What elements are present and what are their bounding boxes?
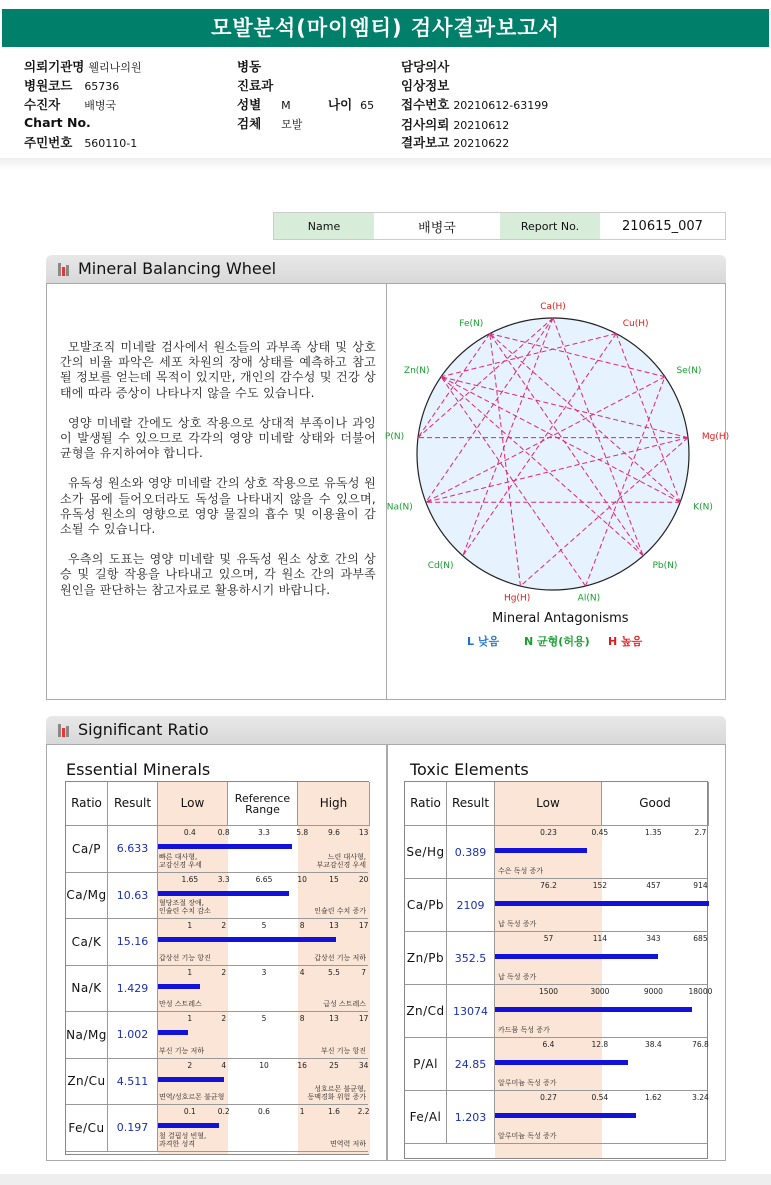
tick-label: 5 — [261, 921, 267, 930]
report-title: 모발분석(마이엠티) 검사결과보고서 — [2, 9, 769, 47]
info-label: 임상정보 — [401, 78, 450, 93]
note-high: 면역력 저하 — [329, 1139, 366, 1148]
info-value: 모발 — [281, 118, 303, 131]
tick-label: 0.27 — [540, 1093, 557, 1102]
tick-label: 8 — [299, 1014, 305, 1023]
info-label: 검사의뢰 — [401, 117, 450, 132]
ratio-cell: Na/K — [66, 966, 108, 1012]
ratio-cell: Ca/P — [66, 826, 108, 872]
result-cell: 0.389 — [447, 826, 495, 878]
ratio-cell: Fe/Cu — [66, 1105, 108, 1151]
info-value: 배병국 — [84, 99, 117, 112]
tick-label: 0.45 — [591, 828, 609, 837]
info-field — [24, 115, 103, 130]
info-value: 웰리나의원 — [88, 61, 142, 74]
result-cell: 1.002 — [108, 1012, 158, 1058]
tick-label: 7 — [361, 967, 367, 977]
wheel-node-label: Hg(H) — [503, 593, 531, 604]
table-row — [66, 826, 368, 873]
table-row — [66, 1059, 368, 1106]
info-label: 나이 — [328, 97, 353, 112]
header-good: Good — [602, 782, 709, 826]
tick-label: 1 — [187, 967, 193, 977]
note-high: 갑상선 기능 저하 — [314, 953, 366, 962]
wheel-node-label: K(N) — [693, 502, 713, 513]
toxic-table — [404, 781, 713, 1159]
table-row — [66, 1105, 368, 1152]
info-field — [401, 115, 509, 133]
tick-label: 6.4 — [542, 1040, 555, 1049]
wheel-node-label: Pb(N) — [652, 560, 678, 571]
wheel-title: Mineral Antagonisms — [492, 611, 629, 626]
table-row — [405, 932, 707, 985]
wheel-node-label: Cd(N) — [427, 560, 454, 571]
note-low: 갑상선 기능 항진 — [159, 953, 211, 962]
tick-label: 2 — [221, 1014, 227, 1023]
table-row — [405, 826, 707, 879]
tick-label: 0.23 — [540, 828, 557, 837]
info-value: 20210612-63199 — [453, 99, 549, 112]
tick-label: 152 — [592, 881, 608, 890]
info-label: 검체 — [237, 116, 262, 131]
result-cell: 6.633 — [108, 826, 158, 872]
note-low: 카드뮴 독성 증가 — [498, 1026, 550, 1034]
ratio-cell: P/Al — [405, 1038, 447, 1090]
info-value: M — [281, 99, 291, 112]
report-value: 210615_007 — [600, 213, 725, 239]
name-label: Name — [274, 213, 374, 239]
wheel-node-label: Mg(H) — [701, 432, 730, 443]
note-low: 철 결핍성 빈혈, 과격한 성격 — [159, 1131, 207, 1148]
header-result: Result — [447, 782, 495, 826]
tick-label: 1 — [187, 1014, 193, 1023]
info-label: 접수번호 — [401, 97, 450, 112]
result-cell: 352.5 — [447, 932, 495, 984]
note-high: 부신 기능 항진 — [320, 1046, 366, 1055]
info-value: 20210612 — [453, 119, 510, 132]
note-low: 면역/성호르몬 불균형 — [159, 1093, 225, 1101]
note-low: 부신 기능 저하 — [159, 1046, 205, 1055]
info-field — [237, 114, 302, 132]
result-cell: 1.429 — [108, 966, 158, 1012]
tick-label: 1 — [299, 1107, 305, 1116]
tick-label: 457 — [646, 881, 661, 890]
result-bar — [495, 1060, 628, 1065]
tick-label: 4 — [221, 1060, 227, 1070]
result-bar — [495, 1007, 692, 1012]
tick-label: 1.62 — [645, 1093, 662, 1102]
wheel-node-label: Se(N) — [676, 365, 702, 376]
note-high: 느린 대사형, 부교감신경 우세 — [316, 852, 366, 869]
tick-label: 1.65 — [181, 874, 199, 884]
result-bar — [158, 984, 200, 989]
panel-divider — [386, 283, 387, 700]
table-row — [66, 873, 368, 920]
tick-label: 1500 — [538, 987, 559, 996]
table-row — [405, 985, 713, 1038]
note-low: 수은 독성 증가 — [498, 867, 544, 875]
header-high: High — [298, 782, 370, 826]
info-field — [24, 95, 116, 113]
info-field — [237, 76, 279, 94]
table-row — [66, 966, 368, 1013]
tick-label: 25 — [329, 1060, 339, 1070]
result-bar — [158, 844, 292, 849]
tick-label: 0.4 — [183, 828, 196, 837]
paragraph: 모발조직 미네랄 검사에서 원소들의 과부족 상태 및 상호간의 비율 파악은 세포 차원의 장애 상태를 예측하고 참고될 정보를 얻는데 목적이 있지만, 개인의 감수성 및 건강 상태에 따라 증상이 나타나지 않을 수도 있습니다. — [60, 340, 376, 400]
info-field — [24, 133, 137, 151]
note-low: 알루미늄 독성 증가 — [498, 1079, 557, 1087]
tick-label: 76.8 — [692, 1040, 709, 1049]
note-low: 만성 스트레스 — [159, 1000, 202, 1008]
result-bar — [495, 901, 709, 906]
tick-label: 685 — [693, 934, 708, 943]
tick-label: 10 — [297, 874, 307, 884]
header-low: Low — [158, 782, 228, 826]
info-label: 진료과 — [237, 78, 274, 93]
tick-label: 9.6 — [327, 828, 340, 837]
tick-label: 5.5 — [327, 967, 340, 977]
wheel-section-title: Mineral Balancing Wheel — [78, 259, 277, 278]
ratio-cell: Se/Hg — [405, 826, 447, 878]
result-bar — [495, 848, 587, 853]
paragraph: 유독성 원소와 영양 미네랄 간의 상호 작용으로 유독성 원소가 몸에 들어오더라도 독성을 나타내지 않을 수 있으며, 유독성 원소의 영향으로 영양 물질의 흡수 및 이용율이 감소될 수 있습니다. — [60, 476, 376, 537]
paragraph: 영양 미네랄 간에도 상호 작용으로 상대적 부족이나 과잉이 발생될 수 있으므로 각각의 영양 미네랄 상태와 더불어 균형을 유지하여야 합니다. — [60, 415, 376, 461]
header-ratio: Ratio — [66, 782, 108, 826]
tick-label: 15 — [329, 874, 339, 884]
ratio-cell: Ca/K — [66, 919, 108, 965]
note-high: 성호르몬 불균형, 동맥경화 위험 증가 — [307, 1085, 366, 1101]
tick-label: 16 — [297, 1060, 307, 1070]
result-cell: 13074 — [447, 985, 495, 1037]
result-cell: 1.203 — [447, 1091, 495, 1143]
info-field — [237, 57, 267, 75]
info-value: 65736 — [84, 80, 120, 93]
tick-label: 12.8 — [591, 1040, 609, 1049]
info-field — [401, 133, 509, 151]
name-bar — [273, 212, 726, 240]
ratio-cell: Ca/Mg — [66, 873, 108, 919]
tick-label: 4 — [299, 967, 305, 977]
info-label: 병원코드 — [24, 78, 73, 93]
info-label: 성별 — [237, 97, 262, 112]
tick-label: 17 — [358, 1014, 369, 1023]
note-high: 인슐린 수치 증가 — [314, 907, 366, 915]
tick-label: 3.24 — [692, 1093, 709, 1102]
result-bar — [158, 891, 289, 896]
tick-label: 8 — [299, 921, 305, 930]
tick-label: 0.1 — [183, 1107, 196, 1116]
wheel-description — [60, 340, 376, 613]
legend-low: L 낮음 — [467, 635, 500, 648]
wheel-node-label: P(N) — [384, 432, 405, 443]
report-label: Report No. — [500, 213, 600, 239]
table-row — [405, 1038, 707, 1091]
essential-title: Essential Minerals — [66, 760, 211, 779]
info-field — [24, 76, 119, 94]
info-label: 담당의사 — [401, 59, 450, 74]
ratio-cell: Ca/Pb — [405, 879, 447, 931]
result-cell: 0.197 — [108, 1105, 158, 1151]
info-field — [401, 57, 453, 75]
tick-label: 13 — [329, 921, 339, 930]
info-value: 20210622 — [453, 137, 510, 150]
info-label: 병동 — [237, 59, 262, 74]
info-label: Chart No. — [24, 115, 91, 130]
note-low: 납 독성 증가 — [498, 973, 537, 981]
tick-label: 2 — [221, 921, 227, 930]
info-value: 65 — [360, 99, 375, 112]
tick-label: 1.6 — [327, 1107, 340, 1116]
header-low: Low — [495, 782, 602, 826]
info-label: 의뢰기관명 — [24, 59, 85, 74]
ratio-section-title: Significant Ratio — [78, 720, 209, 739]
tick-label: 5.8 — [296, 828, 309, 837]
ratio-cell: Fe/Al — [405, 1091, 447, 1143]
result-cell: 2109 — [447, 879, 495, 931]
tick-label: 5 — [261, 1014, 267, 1023]
tick-label: 38.4 — [645, 1040, 662, 1049]
info-field — [401, 95, 548, 113]
footer-band — [0, 1174, 771, 1185]
header-ref: Reference Range — [228, 782, 298, 826]
legend-high: H 높음 — [608, 635, 643, 648]
ratio-section-header — [46, 716, 726, 744]
table-row — [66, 919, 368, 966]
paragraph: 우측의 도표는 영양 미네랄 및 유독성 원소 상호 간의 상승 및 길항 작용을 나타내고 있으며, 각 원소 간의 과부족 원인을 판단하는 참고자료로 활용하시기 바랍니다. — [60, 552, 376, 597]
note-low: 혈당조절 장애, 인슐린 수치 감소 — [159, 899, 211, 915]
tick-label: 20 — [358, 874, 369, 884]
tick-label: 2.7 — [694, 828, 707, 837]
bar-chart-icon — [58, 724, 72, 737]
tick-label: 0.8 — [217, 828, 230, 837]
result-bar — [495, 1113, 636, 1118]
table-row — [405, 879, 707, 932]
tick-label: 34 — [358, 1060, 369, 1070]
toxic-title: Toxic Elements — [410, 760, 529, 779]
tick-label: 6.65 — [255, 874, 273, 884]
info-field — [328, 95, 374, 113]
tick-label: 3.3 — [258, 828, 270, 837]
tick-label: 13 — [329, 1014, 339, 1023]
result-cell: 10.63 — [108, 873, 158, 919]
info-field — [401, 76, 453, 94]
result-bar — [158, 1123, 219, 1128]
table-row — [66, 1012, 368, 1059]
tick-label: 9000 — [643, 987, 663, 996]
tick-label: 3.3 — [217, 874, 230, 884]
tick-label: 0.6 — [258, 1107, 270, 1116]
tick-label: 13 — [358, 828, 369, 837]
note-high: 급성 스트레스 — [323, 1000, 366, 1008]
wheel-node-label: Al(N) — [577, 593, 601, 604]
result-cell: 4.511 — [108, 1059, 158, 1105]
result-bar — [158, 1077, 224, 1082]
tick-label: 3 — [261, 967, 267, 977]
tick-label: 0.2 — [217, 1107, 230, 1116]
tick-label: 3000 — [590, 987, 610, 996]
info-label: 수진자 — [24, 97, 61, 112]
mineral-wheel — [384, 300, 730, 655]
tick-label: 343 — [646, 934, 661, 943]
tick-label: 57 — [543, 934, 554, 943]
result-cell: 15.16 — [108, 919, 158, 965]
tick-label: 1 — [187, 921, 193, 930]
wheel-node-label: Na(N) — [386, 502, 413, 513]
tick-label: 114 — [592, 934, 608, 943]
tick-label: 0.54 — [591, 1093, 609, 1102]
tick-label: 1.35 — [645, 828, 662, 837]
tick-label: 2.2 — [357, 1107, 370, 1116]
tick-label: 2 — [187, 1060, 193, 1070]
info-label: 결과보고 — [401, 135, 450, 150]
header-result: Result — [108, 782, 158, 826]
name-value: 배병국 — [374, 213, 500, 239]
result-bar — [158, 1030, 188, 1035]
info-value: 560110-1 — [84, 137, 138, 150]
ratio-cell: Zn/Pb — [405, 932, 447, 984]
ratio-cell: Zn/Cd — [405, 985, 447, 1037]
essential-table — [65, 781, 369, 1155]
result-cell: 24.85 — [447, 1038, 495, 1090]
wheel-node-label: Ca(H) — [540, 302, 566, 312]
bar-chart-icon — [58, 263, 72, 276]
note-low: 납 독성 증가 — [498, 920, 537, 928]
legend-normal: N 균형(허용) — [524, 635, 590, 648]
tick-label: 76.2 — [540, 881, 557, 890]
ratio-cell: Zn/Cu — [66, 1059, 108, 1105]
tick-label: 17 — [358, 921, 369, 930]
info-field — [237, 95, 291, 113]
tick-label: 2 — [221, 967, 227, 977]
tick-label: 18000 — [688, 987, 713, 996]
tick-label: 10 — [259, 1060, 269, 1070]
table-row — [405, 1091, 707, 1144]
header-ratio: Ratio — [405, 782, 447, 826]
result-bar — [495, 954, 658, 959]
result-bar — [158, 937, 336, 942]
divider — [0, 158, 771, 170]
note-low: 빠른 대사형, 교감신경 우세 — [159, 852, 202, 869]
wheel-node-label: Cu(H) — [622, 318, 649, 329]
tick-label: 914 — [693, 881, 708, 890]
wheel-node-label: Fe(N) — [459, 318, 484, 329]
wheel-circle — [417, 318, 689, 590]
note-low: 알루미늄 독성 증가 — [498, 1132, 557, 1140]
info-field — [24, 57, 142, 75]
ratio-cell: Na/Mg — [66, 1012, 108, 1058]
wheel-node-label: Zn(N) — [403, 365, 430, 376]
info-label: 주민번호 — [24, 135, 73, 150]
wheel-section-header — [46, 255, 726, 283]
